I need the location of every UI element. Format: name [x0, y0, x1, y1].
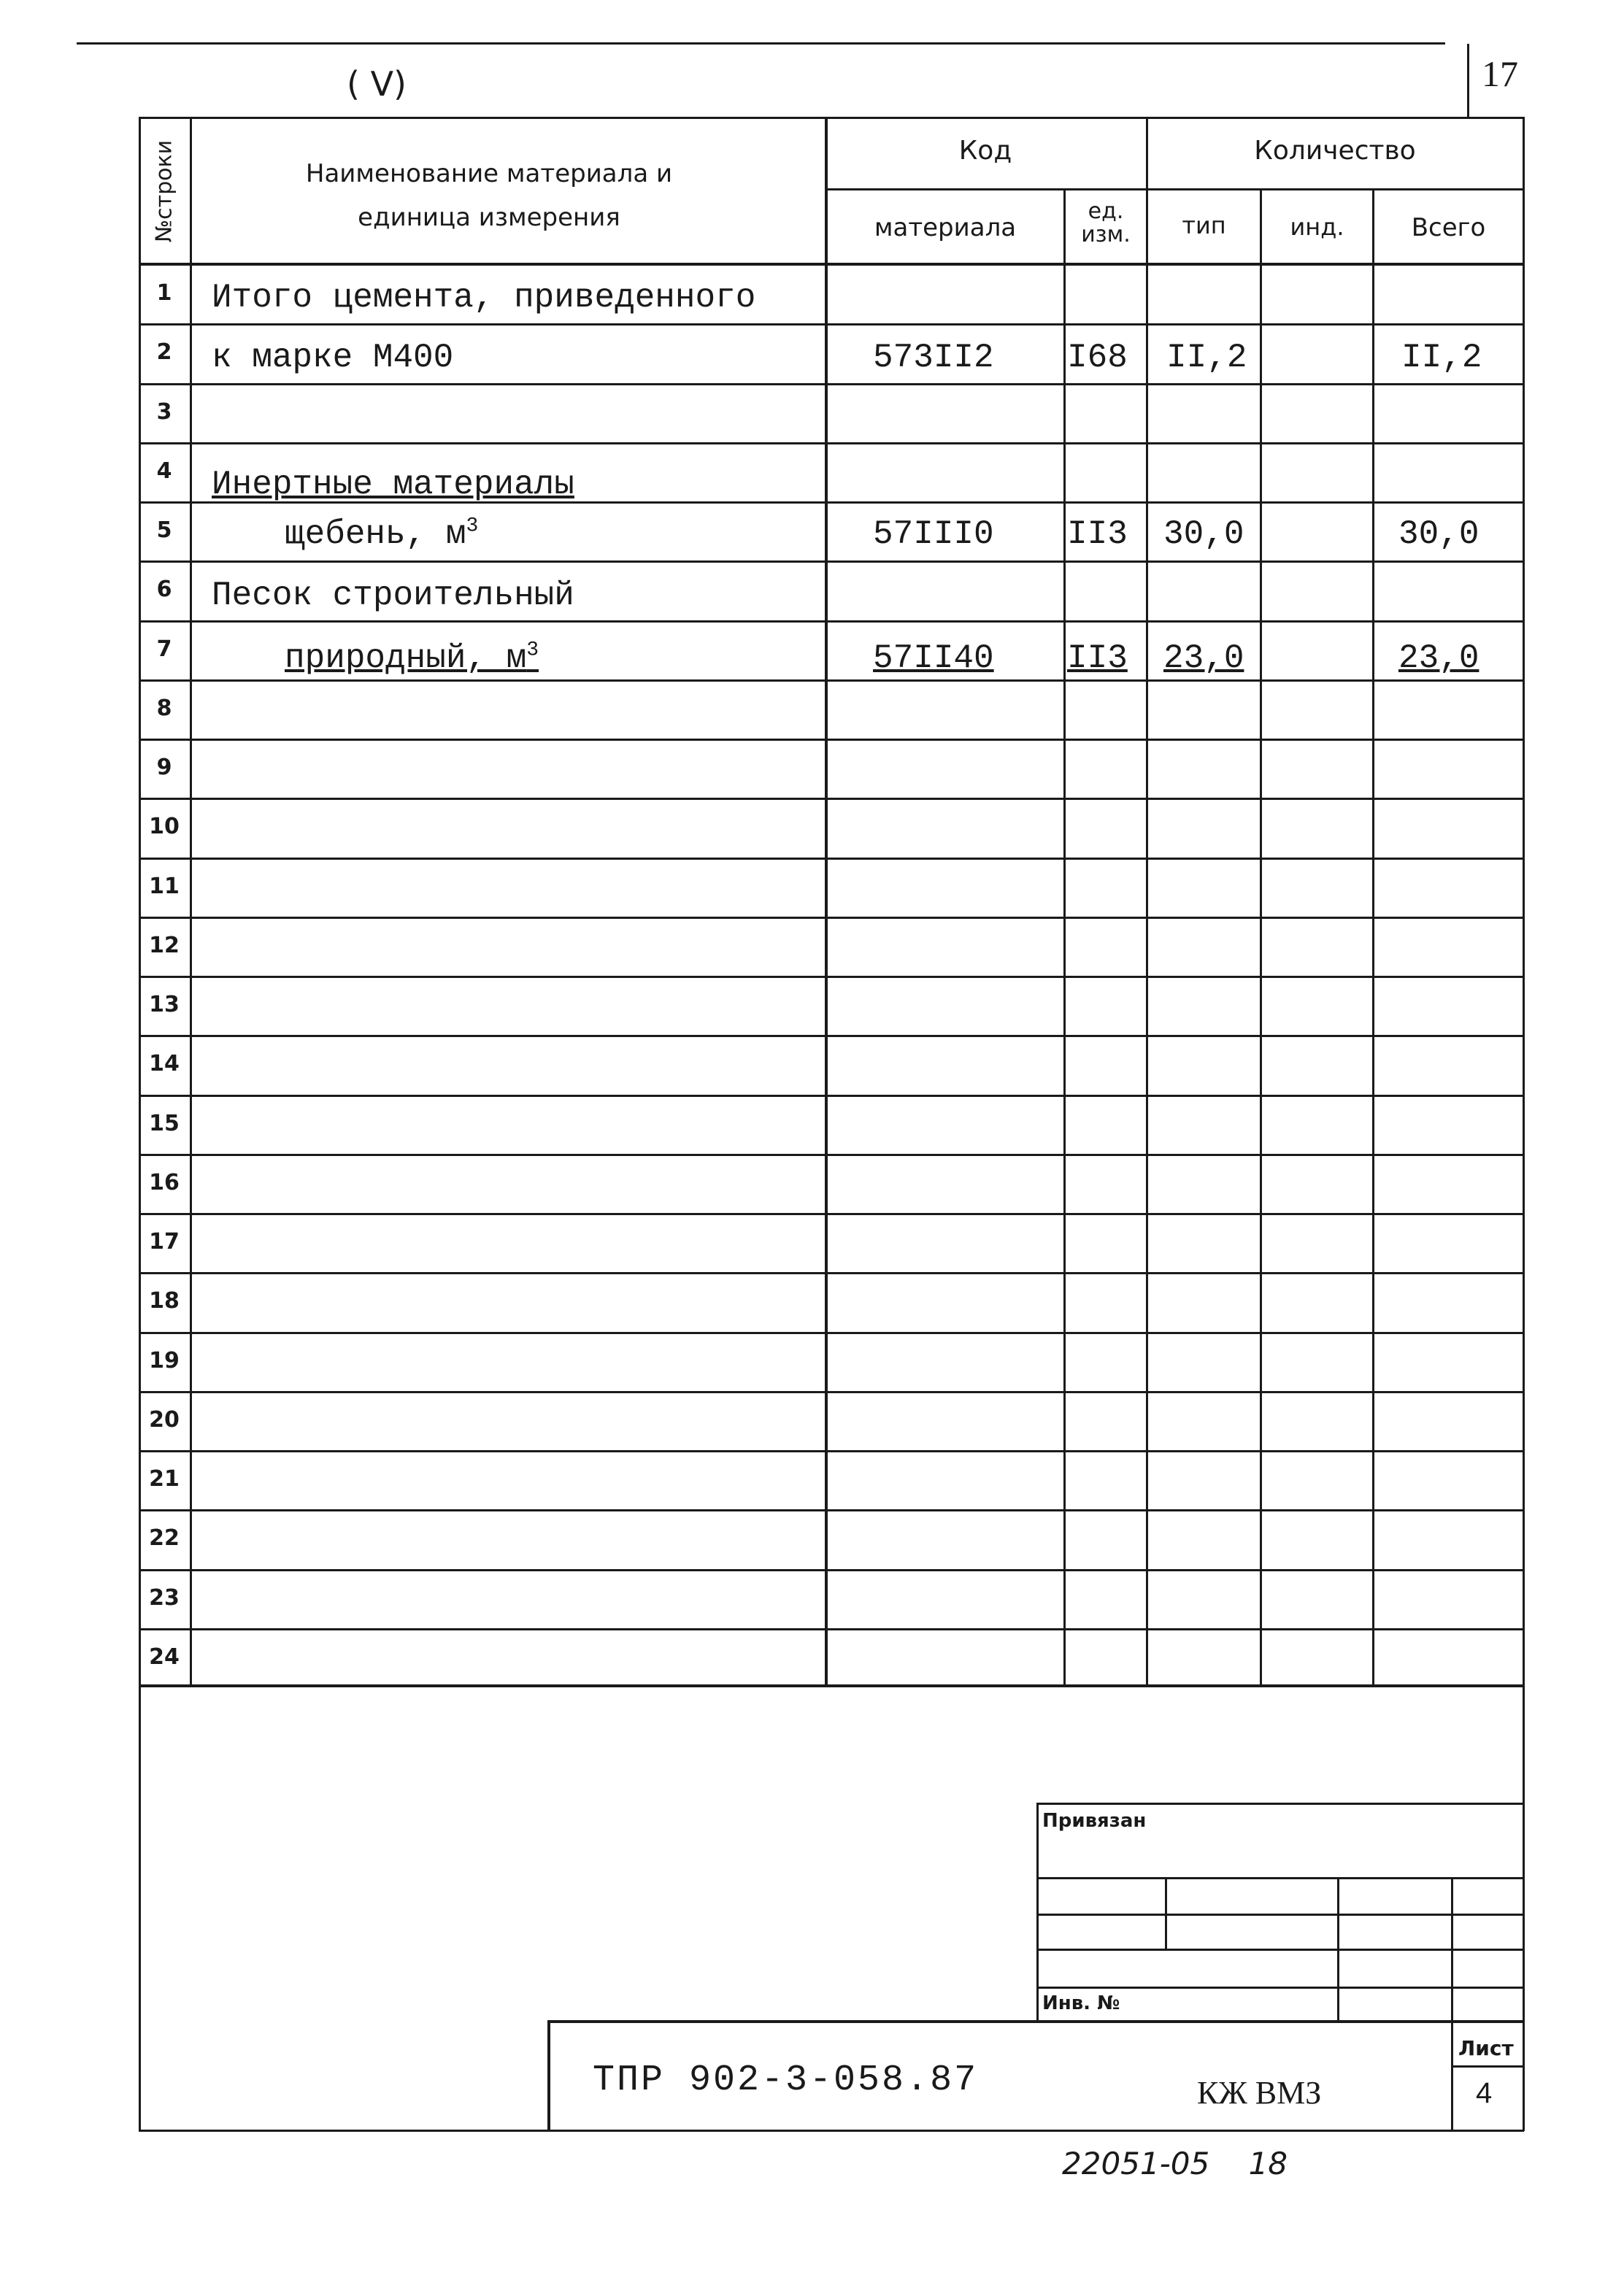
row-number: 4: [156, 458, 172, 484]
row-1-name: Итого цемента, приведенного: [212, 279, 756, 317]
row-5-material-code: 57III0: [873, 515, 994, 553]
row-7-material-code: 57II40: [873, 639, 994, 677]
row-5-name: щебень, $м^3$: [285, 515, 479, 553]
row-divider: [139, 917, 1524, 919]
row-divider: [139, 1332, 1524, 1334]
total-header: Всего: [1411, 213, 1486, 242]
row-number: 12: [149, 933, 180, 958]
page-number: 17: [1482, 53, 1518, 94]
row-number: 3: [156, 399, 172, 425]
material-code-header: материала: [874, 213, 1017, 242]
row-number: 6: [156, 577, 172, 602]
row-divider: [139, 739, 1524, 741]
row-7-total: 23,0: [1398, 639, 1479, 677]
top-rule: [77, 42, 1445, 45]
row-divider: [139, 442, 1524, 444]
sheet-label: Лист: [1458, 2036, 1514, 2060]
sheet-number: 4: [1476, 2077, 1493, 2109]
row-number: 1: [156, 280, 172, 306]
row-2-total: II,2: [1401, 339, 1482, 377]
row-2-unit-code: I68: [1067, 339, 1128, 377]
row-6-name: Песок строительный: [212, 577, 574, 615]
row-number: 22: [149, 1525, 180, 1551]
row-number: 20: [149, 1407, 180, 1433]
row-divider: [139, 1569, 1524, 1571]
row-number: 11: [149, 874, 180, 899]
row-divider: [139, 1391, 1524, 1393]
row-number: 15: [149, 1111, 180, 1136]
section-code: КЖ ВМЗ: [1197, 2075, 1322, 2111]
row-number: 5: [156, 517, 172, 543]
row-divider: [139, 1628, 1524, 1630]
row-7-unit-code: II3: [1067, 639, 1128, 677]
row-number: 23: [149, 1585, 180, 1611]
row-divider: [139, 1272, 1524, 1274]
row-5-unit-code: II3: [1067, 515, 1128, 553]
name-column-header: Наименование материала и единица измерения: [305, 159, 673, 232]
row-number: 21: [149, 1466, 180, 1492]
row-number: 13: [149, 992, 180, 1017]
row-number: 17: [149, 1229, 180, 1255]
privyazan-label: Привязан: [1042, 1810, 1147, 1832]
row-divider: [139, 1095, 1524, 1097]
row-divider: [139, 323, 1524, 325]
row-divider: [139, 976, 1524, 978]
row-2-material-code: 573II2: [873, 339, 994, 377]
project-code: ТПР 902-3-058.87: [593, 2060, 979, 2101]
typ-header: тип: [1182, 212, 1226, 239]
row-divider: [139, 383, 1524, 385]
row-number: 7: [156, 636, 172, 662]
row-number: 10: [149, 814, 180, 839]
row-divider: [139, 798, 1524, 800]
ind-header: инд.: [1290, 213, 1344, 241]
archive-number: 22051-05 18: [1062, 2146, 1288, 2181]
row-divider: [139, 620, 1524, 623]
row-7-name: природный, $м^3$: [285, 639, 539, 677]
row-number: 8: [156, 696, 172, 721]
row-5-typ: 30,0: [1163, 515, 1244, 553]
page-number-divider: [1467, 44, 1469, 117]
code-header: Код: [958, 136, 1012, 166]
row-divider: [139, 1450, 1524, 1452]
row-4-name: Инертные материалы: [212, 466, 574, 504]
row-7-typ: 23,0: [1163, 639, 1244, 677]
unit-code-header: ед. изм.: [1081, 199, 1131, 247]
row-divider: [139, 679, 1524, 682]
row-number: 24: [149, 1644, 180, 1670]
row-5-total: 30,0: [1398, 515, 1479, 553]
row-divider: [139, 1509, 1524, 1511]
row-number: 18: [149, 1288, 180, 1314]
row-divider: [139, 1035, 1524, 1037]
row-number: 16: [149, 1170, 180, 1195]
variant-label: ( V): [347, 64, 407, 104]
row-divider: [139, 1213, 1524, 1215]
row-number: 2: [156, 339, 172, 365]
quantity-header: Количество: [1254, 136, 1416, 166]
row-divider: [139, 1154, 1524, 1156]
row-number: 19: [149, 1348, 180, 1374]
row-number: 9: [156, 755, 172, 780]
row-number: 14: [149, 1051, 180, 1076]
row-number-header: №строки: [151, 139, 177, 243]
inv-no-label: Инв. №: [1042, 1992, 1120, 2014]
row-2-typ: II,2: [1166, 339, 1247, 377]
row-divider: [139, 560, 1524, 563]
row-2-name: к марке М400: [212, 339, 454, 377]
row-divider: [139, 858, 1524, 860]
